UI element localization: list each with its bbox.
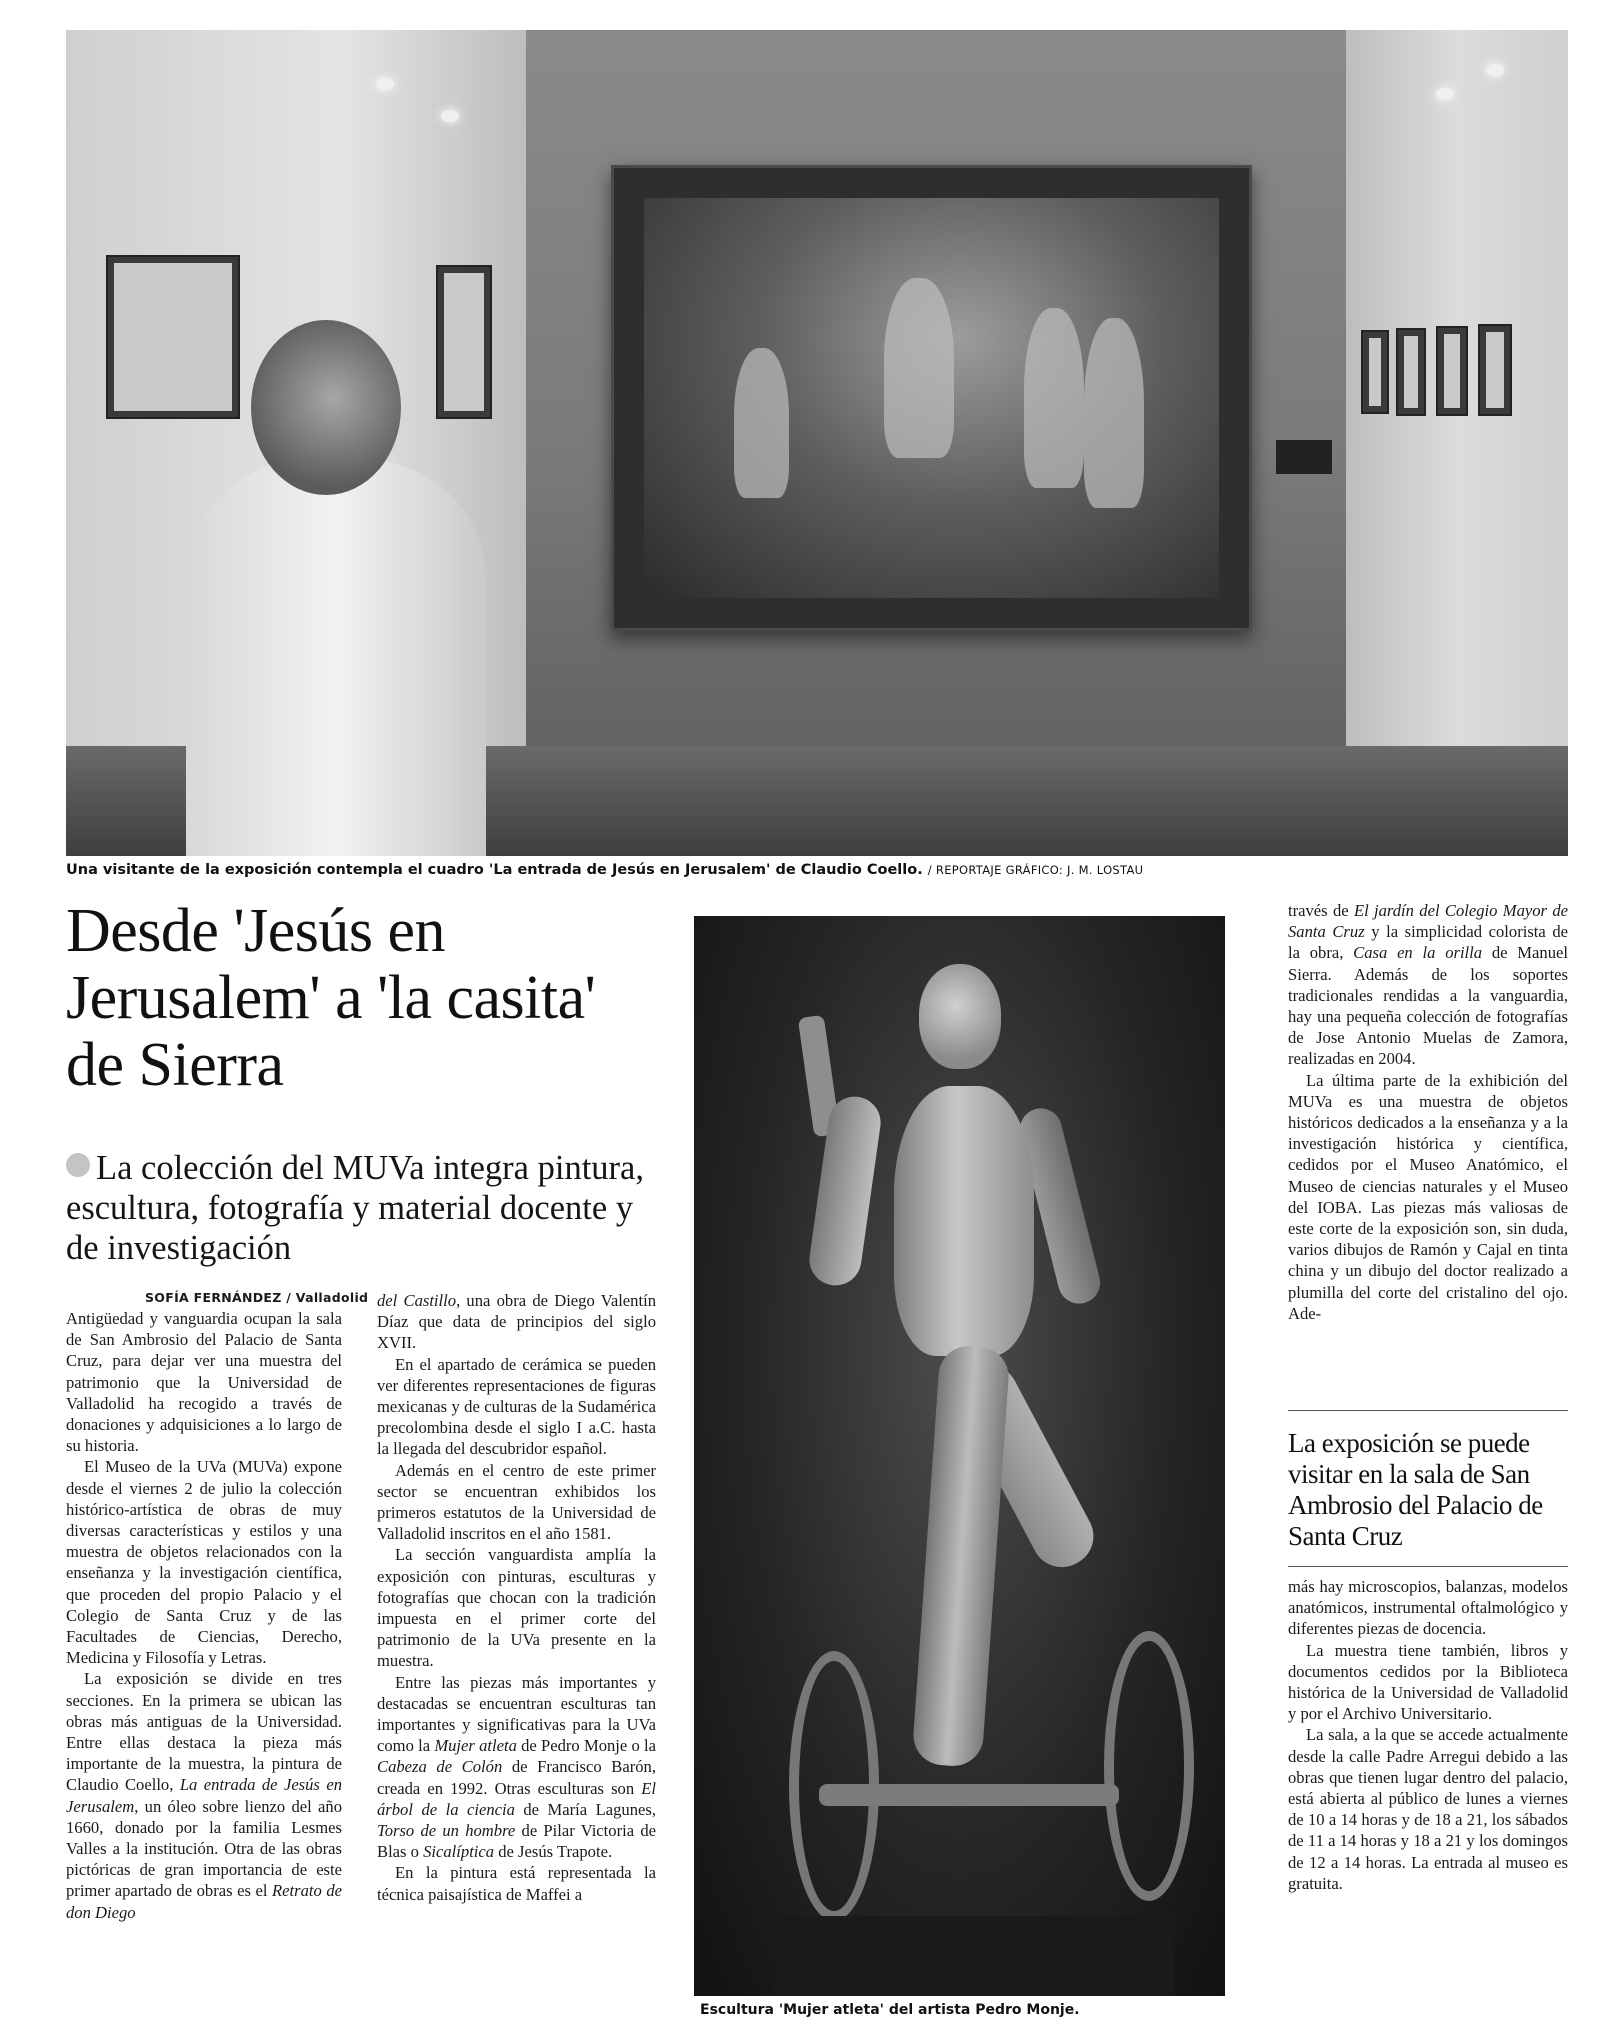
- spotlight-icon: [1486, 64, 1504, 76]
- spotlight-icon: [441, 110, 459, 122]
- spotlight-icon: [376, 78, 394, 90]
- painting-figure: [884, 278, 954, 458]
- subhead-text: La colección del MUVa integra pintura, escultura, fotografía y material docente y de investigación: [66, 1149, 644, 1267]
- article-column-3-top: [1288, 900, 1568, 1324]
- caption-text: Una visitante de la exposición contempla el cuadro 'La entrada de Jesús en Jerusalem' de Claudio Coello.: [66, 862, 923, 878]
- sculpture-head: [919, 964, 1001, 1069]
- paragraph: En la pintura está representada la técnica paisajística de Maffei a: [377, 1863, 656, 1904]
- artwork-frame: [106, 255, 240, 419]
- paragraph: La sección vanguardista amplía la exposición con pinturas, esculturas y fotografías que chocan con la tradición impuesta en el primer corte del patrimonio de la UVa presente en la muestra.: [377, 1545, 656, 1671]
- artwork-frame: [436, 265, 492, 419]
- paragraph: través de El jardín del Colegio Mayor de Santa Cruz y la simplicidad colorista de la obra, Casa en la orilla de Manuel Sierra. Además de los soportes tradicionales rendidas a la vanguardia, hay una pequeña colección de fotografías de Jose Antonio Muelas de Zamora, realizadas en 2004.: [1288, 901, 1568, 1069]
- paragraph: En el apartado de cerámica se pueden ver diferentes representaciones de figuras mexicanas y de culturas de la Sudamérica precolombina desde el siglo I a.C. hasta la llegada del descubridor español.: [377, 1354, 656, 1459]
- top-photo-caption: [66, 862, 1143, 878]
- sculpture-leg: [911, 1344, 1010, 1768]
- painting-jesus-jerusalem: [611, 165, 1252, 631]
- paragraph: El Museo de la UVa (MUVa) expone desde el viernes 2 de julio la colección histórico-artística de obras de muy diversas características y estilos y una muestra de objetos relacionados con la enseñanza y la investigación científica, que proceden del propio Palacio y el Colegio de Santa Cruz y de las Facultades de Ciencias, Derecho, Medicina y Filosofía y Letras.: [66, 1457, 342, 1668]
- divider: [1288, 1566, 1568, 1567]
- sculpture-base: [774, 1916, 1174, 1996]
- article-column-2: [377, 1290, 656, 1905]
- paragraph: Además en el centro de este primer sector se encuentran exhibidos los primeros estatutos de la Universidad de Valladolid inscritos en el año 1581.: [377, 1460, 656, 1544]
- paragraph: La última parte de la exhibición del MUVa es una muestra de objetos históricos dedicados a la enseñanza y a la investigación histórica y científica, cedidos por el Museo Anatómico, el Museo de ciencias naturales y el Museo del IOBA. Las piezas más valiosas de este corte de la exposición son, sin duda, varios dibujos de Ramón y Cajal en tinta china y un dibujo del doctor realizado a plumilla del corte del cristalino del ojo. Ade-: [1288, 1070, 1568, 1323]
- photo-credit: / REPORTAJE GRÁFICO: J. M. LOSTAU: [927, 863, 1144, 877]
- artwork-label: [1276, 440, 1332, 474]
- sculpture-axle: [819, 1784, 1119, 1806]
- headline: Desde 'Jesús en Jerusalem' a 'la casita' de Sierra: [66, 897, 596, 1099]
- article-column-3-bottom: [1288, 1576, 1568, 1894]
- sculpture-photo: [694, 916, 1225, 1996]
- painting-canvas: [644, 198, 1219, 598]
- byline: SOFÍA FERNÁNDEZ / Valladolid: [145, 1290, 369, 1305]
- article-column-1: [66, 1308, 342, 1923]
- artwork-frame: [1361, 330, 1389, 414]
- artwork-frame: [1478, 324, 1512, 416]
- bullet-icon: [66, 1153, 90, 1177]
- paragraph: Entre las piezas más importantes y destacadas se encuentran esculturas tan importantes y significativas para la UVa como la Mujer atleta de Pedro Monje o la Cabeza de Colón de Francisco Barón, creada en 1992. Otras esculturas son El árbol de la ciencia de María Lagunes, Torso de un hombre de Pilar Victoria de Blas o Sicalíptica de Jesús Trapote.: [377, 1672, 657, 1862]
- paragraph: La muestra tiene también, libros y documentos cedidos por la Biblioteca histórica de la Universidad de Valladolid y por el Archivo Universitario.: [1288, 1640, 1568, 1724]
- pull-quote: La exposición se puede visitar en la sala de San Ambrosio del Palacio de Santa Cruz: [1288, 1428, 1543, 1551]
- paragraph: del Castillo, una obra de Diego Valentín Díaz que data de principios del siglo XVII.: [377, 1291, 656, 1353]
- artwork-frame: [1436, 326, 1468, 416]
- painting-figure: [1084, 318, 1144, 508]
- gallery-photo: [66, 30, 1568, 856]
- spotlight-icon: [1436, 88, 1454, 100]
- paragraph: Antigüedad y vanguardia ocupan la sala de San Ambrosio del Palacio de Santa Cruz, para dejar ver una muestra del patrimonio que la Universidad de Valladolid ha recogido a través de donaciones y adquisiciones a lo largo de su historia.: [66, 1309, 342, 1456]
- subhead: [66, 1148, 666, 1268]
- painting-figure: [734, 348, 789, 498]
- painting-figure: [1024, 308, 1084, 488]
- paragraph: La sala, a la que se accede actualmente desde la calle Padre Arregui debido a las obras que tienen lugar dentro del palacio, está abierta al público de lunes a viernes de 10 a 14 horas y de 18 a 21, los sábados de 11 a 14 horas y 18 a 21 y los domingos de 12 a 14 horas. La entrada al museo es gratuita.: [1288, 1725, 1568, 1893]
- paragraph: más hay microscopios, balanzas, modelos anatómicos, instrumental oftalmológico y diferentes piezas de docencia.: [1288, 1577, 1568, 1639]
- sculpture-wheel: [1104, 1631, 1194, 1901]
- artwork-frame: [1396, 328, 1426, 416]
- visitor-figure: [186, 460, 486, 856]
- paragraph: La exposición se divide en tres secciones. En la primera se ubican las obras más antiguas de la Universidad. Entre ellas destaca la pieza más importante de la muestra, la pintura de Claudio Coello, La entrada de Jesús en Jerusalem, un óleo sobre lienzo del año 1660, donado por la familia Lesmes Valles a la institución. Otra de las obras pictóricas de gran importancia de este primer apartado de obras es el Retrato de don Diego: [66, 1669, 342, 1922]
- right-wall: [1346, 30, 1568, 856]
- visitor-head: [251, 320, 401, 495]
- divider: [1288, 1410, 1568, 1411]
- sculpture-torso: [894, 1086, 1034, 1356]
- sculpture-caption: Escultura 'Mujer atleta' del artista Pedro Monje.: [700, 2002, 1080, 2018]
